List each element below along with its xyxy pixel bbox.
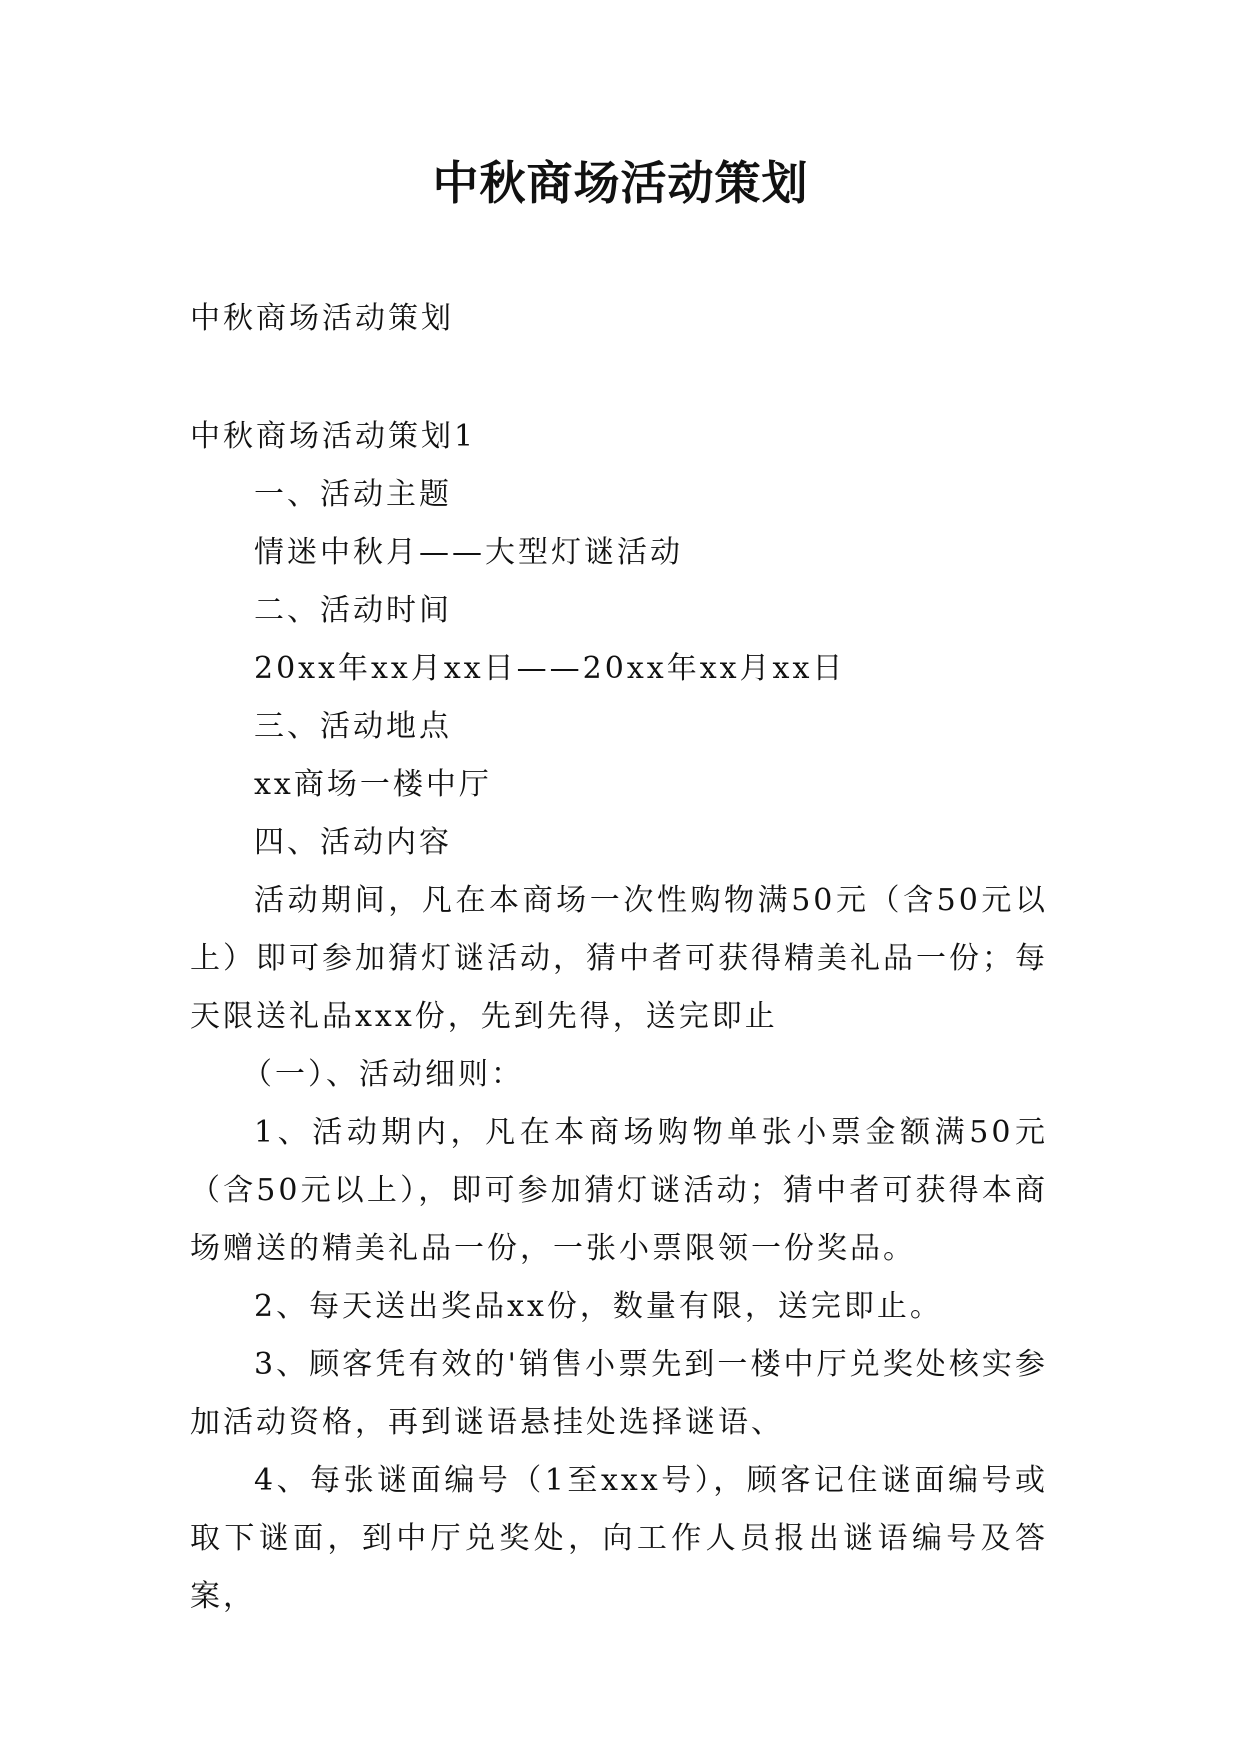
section-title: 中秋商场活动策划1 bbox=[190, 419, 477, 454]
rule-4: 4、每张谜面编号（1至xxx号），顾客记住谜面编号或取下谜面，到中厅兑奖处，向工作人员报出谜语编号及答案， bbox=[190, 1463, 1048, 1614]
heading-location: 三、活动地点 bbox=[254, 709, 452, 744]
heading-content: 四、活动内容 bbox=[254, 825, 452, 860]
document-subtitle: 中秋商场活动策划 bbox=[190, 301, 454, 336]
rule-1: 1、活动期内，凡在本商场购物单张小票金额满50元（含50元以上），即可参加猜灯谜活动；猜中者可获得本商场赠送的精美礼品一份，一张小票限领一份奖品。 bbox=[190, 1115, 1048, 1266]
time-text: 20xx年xx月xx日——20xx年xx月xx日 bbox=[254, 651, 846, 686]
rule-2: 2、每天送出奖品xx份，数量有限，送完即止。 bbox=[254, 1289, 943, 1324]
heading-theme: 一、活动主题 bbox=[254, 477, 452, 512]
heading-time: 二、活动时间 bbox=[254, 593, 452, 628]
rule-3: 3、顾客凭有效的'销售小票先到一楼中厅兑奖处核实参加活动资格，再到谜语悬挂处选择谜语、 bbox=[190, 1347, 1048, 1440]
content-paragraph: 活动期间，凡在本商场一次性购物满50元（含50元以上）即可参加猜灯谜活动，猜中者可获得精美礼品一份；每天限送礼品xxx份，先到先得，送完即止 bbox=[190, 883, 1048, 1034]
theme-text: 情迷中秋月——大型灯谜活动 bbox=[254, 535, 683, 570]
rules-heading: （一）、活动细则： bbox=[242, 1057, 524, 1092]
document-body bbox=[190, 290, 1048, 1626]
document-title: 中秋商场活动策划 bbox=[432, 156, 809, 210]
location-text: xx商场一楼中厅 bbox=[254, 767, 492, 802]
